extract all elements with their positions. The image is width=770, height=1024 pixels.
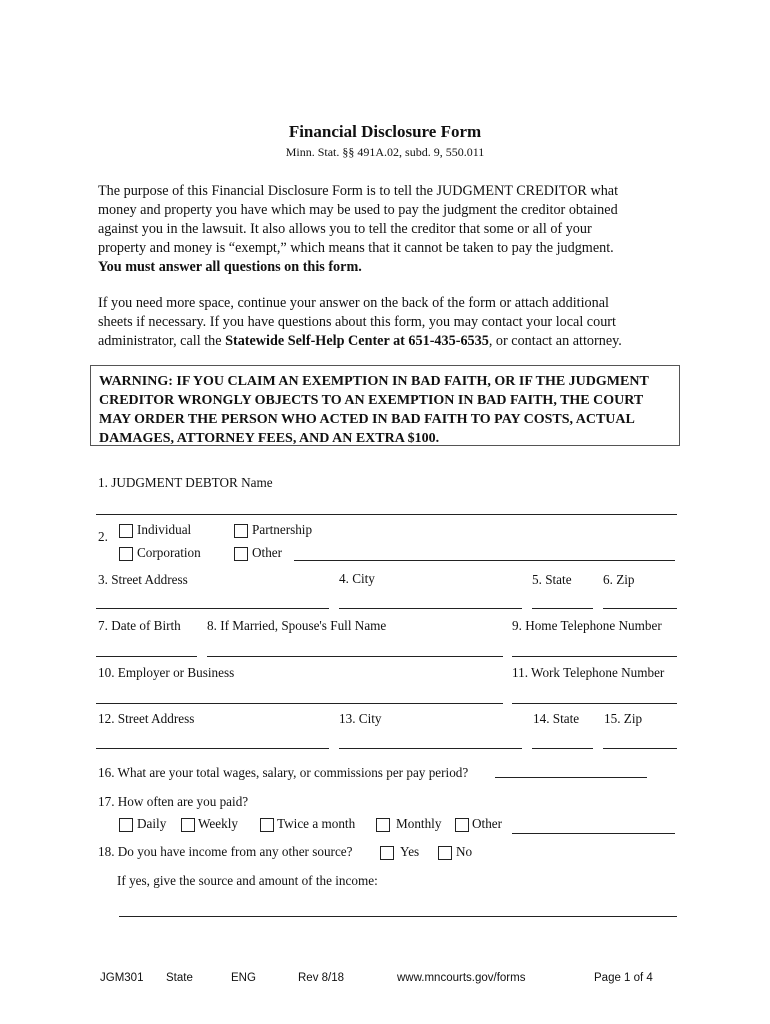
help-line: If you need more space, continue your answer on the back of the form or attach additional [98, 295, 609, 311]
employer-state-label: 14. State [533, 711, 580, 726]
other-income-followup: If yes, give the source and amount of the income: [117, 873, 378, 888]
state-label: 5. State [532, 572, 572, 587]
work-phone-field[interactable] [512, 703, 677, 704]
twice-a-month-label: Twice a month [277, 816, 356, 831]
other-income-yes-label: Yes [400, 844, 420, 859]
wages-question: 16. What are your total wages, salary, or commissions per pay period? [98, 765, 469, 780]
other-entity-checkbox[interactable] [234, 547, 248, 561]
other-frequency-field[interactable] [512, 833, 675, 834]
partnership-checkbox[interactable] [234, 524, 248, 538]
form-id: JGM301 [100, 972, 144, 984]
intro-line: money and property you have which may be used to pay the judgment the creditor obtained [98, 202, 618, 218]
individual-checkbox[interactable] [119, 524, 133, 538]
intro-line: against you in the lawsuit. It also allows you to tell the creditor that some or all of your [98, 221, 592, 237]
form-title: Financial Disclosure Form [288, 122, 482, 141]
self-help-center-phone: Statewide Self-Help Center at 651-435-6535 [225, 333, 489, 349]
twice-a-month-checkbox[interactable] [260, 818, 274, 832]
home-phone-field[interactable] [512, 656, 677, 657]
help-text: administrator, call the [98, 333, 226, 349]
warning-line: CREDITOR WRONGLY OBJECTS TO AN EXEMPTION IN BAD FAITH, THE COURT [99, 393, 644, 408]
spouse-name-field[interactable] [207, 656, 503, 657]
monthly-checkbox[interactable] [376, 818, 390, 832]
other-income-no-label: No [456, 844, 473, 859]
pay-frequency-question: 17. How often are you paid? [98, 794, 249, 809]
other-entity-field[interactable] [294, 560, 675, 561]
help-text: , or contact an attorney. [488, 333, 622, 349]
footer-language: ENG [231, 972, 256, 984]
daily-checkbox[interactable] [119, 818, 133, 832]
other-frequency-checkbox[interactable] [455, 818, 469, 832]
revision: Rev 8/18 [298, 972, 345, 984]
entity-type-number: 2. [98, 529, 108, 544]
help-line: sheets if necessary. If you have questions about this form, you may contact your local court [98, 314, 616, 330]
zip-field[interactable] [603, 608, 677, 609]
help-line [98, 332, 678, 351]
intro-paragraph [98, 182, 678, 277]
partnership-label: Partnership [252, 522, 313, 537]
employer-zip-label: 15. Zip [604, 711, 643, 726]
forms-url[interactable]: www.mncourts.gov/forms [397, 972, 526, 984]
intro-line: The purpose of this Financial Disclosure Form is to tell the JUDGMENT CREDITOR what [98, 183, 619, 199]
employer-field[interactable] [96, 703, 503, 704]
home-phone-label: 9. Home Telephone Number [512, 618, 662, 633]
corporation-label: Corporation [137, 545, 201, 560]
other-income-source-field[interactable] [119, 916, 677, 917]
judgment-debtor-name-field[interactable] [96, 514, 677, 515]
corporation-checkbox[interactable] [119, 547, 133, 561]
street-address-label: 3. Street Address [98, 572, 188, 587]
wages-field[interactable] [495, 777, 647, 778]
work-phone-label: 11. Work Telephone Number [512, 665, 665, 680]
employer-zip-field[interactable] [603, 748, 677, 749]
weekly-checkbox[interactable] [181, 818, 195, 832]
other-income-no-checkbox[interactable] [438, 846, 452, 860]
other-income-yes-checkbox[interactable] [380, 846, 394, 860]
street-address-field[interactable] [96, 608, 329, 609]
city-label: 4. City [339, 571, 375, 586]
state-field[interactable] [532, 608, 593, 609]
help-paragraph [98, 294, 678, 351]
statute-citation: Minn. Stat. §§ 491A.02, subd. 9, 550.011 [285, 145, 485, 159]
employer-city-label: 13. City [339, 711, 382, 726]
warning-line: MAY ORDER THE PERSON WHO ACTED IN BAD FAITH TO PAY COSTS, ACTUAL [99, 412, 635, 427]
warning-line: WARNING: IF YOU CLAIM AN EXEMPTION IN BAD FAITH, OR IF THE JUDGMENT [99, 374, 649, 389]
employer-city-field[interactable] [339, 748, 522, 749]
judgment-debtor-name-label: 1. JUDGMENT DEBTOR Name [98, 475, 273, 490]
individual-label: Individual [137, 522, 192, 537]
monthly-label: Monthly [396, 816, 442, 831]
date-of-birth-label: 7. Date of Birth [98, 618, 181, 633]
footer-state: State [166, 972, 193, 984]
spouse-name-label: 8. If Married, Spouse's Full Name [207, 618, 387, 633]
warning-box [90, 365, 680, 446]
intro-line: property and money is “exempt,” which means that it cannot be taken to pay the judgment. [98, 240, 614, 256]
employer-street-label: 12. Street Address [98, 711, 195, 726]
employer-label: 10. Employer or Business [98, 665, 235, 680]
weekly-label: Weekly [198, 816, 238, 831]
employer-street-field[interactable] [96, 748, 329, 749]
other-income-question: 18. Do you have income from any other source? [98, 844, 353, 859]
daily-label: Daily [137, 816, 167, 831]
other-entity-label: Other [252, 545, 283, 560]
warning-line: DAMAGES, ATTORNEY FEES, AND AN EXTRA $100. [99, 431, 440, 446]
zip-label: 6. Zip [603, 572, 635, 587]
date-of-birth-field[interactable] [96, 656, 197, 657]
intro-line-bold: You must answer all questions on this form. [98, 259, 362, 275]
page-number: Page 1 of 4 [594, 972, 653, 984]
employer-state-field[interactable] [532, 748, 593, 749]
other-frequency-label: Other [472, 816, 503, 831]
city-field[interactable] [339, 608, 522, 609]
